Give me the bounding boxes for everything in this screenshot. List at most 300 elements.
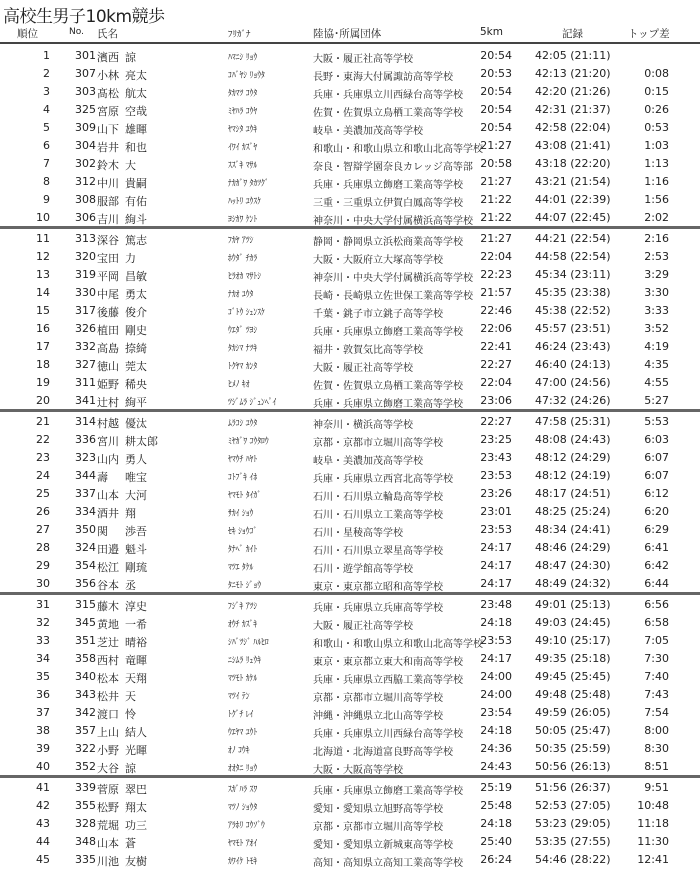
furigana: ｳｴﾀﾞ ﾂﾖｼ bbox=[228, 326, 258, 336]
furigana: ﾏﾂｲ ﾃﾝ bbox=[228, 692, 250, 702]
gap-to-top: 6:07 bbox=[644, 469, 669, 482]
bib-number: 326 bbox=[75, 322, 96, 335]
split-5km: 23:54 bbox=[480, 706, 512, 719]
family-name: 松本 bbox=[97, 672, 119, 685]
rank-cell: 38 bbox=[36, 724, 50, 737]
record: 44:07 (22:45) bbox=[535, 211, 611, 224]
furigana: ｶﾜｲｹ ﾄﾓｷ bbox=[228, 857, 258, 867]
furigana: ｼﾊﾞﾂｼﾞ ﾊﾙﾋﾛ bbox=[228, 638, 269, 648]
record: 42:20 (21:26) bbox=[535, 85, 611, 98]
family-name: 山本 bbox=[97, 489, 119, 502]
furigana: ｽｶﾞﾊﾗ ｽﾜ bbox=[228, 785, 258, 795]
given-name: 大河 bbox=[125, 489, 147, 502]
bib-number: 341 bbox=[75, 394, 96, 407]
family-name: 壽 bbox=[97, 471, 108, 484]
family-name: 中尾 bbox=[97, 288, 119, 301]
rank-cell: 12 bbox=[36, 250, 50, 263]
table-row bbox=[0, 520, 700, 538]
furigana: ﾄｸﾔﾏ ｶﾝﾀ bbox=[228, 362, 258, 372]
gap-to-top: 3:33 bbox=[644, 304, 669, 317]
furigana: ﾅｶｶﾞﾜ ﾀｶﾂｸﾞ bbox=[228, 179, 269, 189]
family-name: 吉川 bbox=[97, 213, 119, 226]
given-name: 翔太 bbox=[125, 801, 147, 814]
given-name: 友樹 bbox=[125, 855, 147, 868]
split-5km: 21:22 bbox=[480, 193, 512, 206]
rank-cell: 37 bbox=[36, 706, 50, 719]
furigana: ﾔﾏｳﾁ ﾊﾔﾄ bbox=[228, 455, 258, 465]
table-row bbox=[0, 430, 700, 448]
gap-to-top: 6:12 bbox=[644, 487, 669, 500]
split-5km: 23:01 bbox=[480, 505, 512, 518]
given-name: 天 bbox=[125, 690, 136, 703]
bib-number: 325 bbox=[75, 103, 96, 116]
rank-cell: 35 bbox=[36, 670, 50, 683]
given-name: 昌敏 bbox=[125, 270, 147, 283]
gap-to-top: 6:56 bbox=[644, 598, 669, 611]
split-5km: 21:27 bbox=[480, 139, 512, 152]
family-name: 西村 bbox=[97, 654, 119, 667]
family-name: 岩井 bbox=[97, 141, 119, 154]
given-name: 稀央 bbox=[125, 378, 147, 391]
furigana: ｵﾉ ｺｳｷ bbox=[228, 746, 250, 756]
table-row bbox=[0, 154, 700, 172]
team-name: 佐賀・佐賀県立鳥栖工業高等学校 bbox=[313, 381, 463, 392]
gap-to-top: 12:41 bbox=[637, 853, 669, 866]
split-5km: 26:24 bbox=[480, 853, 512, 866]
table-row bbox=[0, 556, 700, 574]
given-name: 耕太郎 bbox=[125, 435, 158, 448]
rank-cell: 30 bbox=[36, 577, 50, 590]
bib-number: 330 bbox=[75, 286, 96, 299]
record: 42:13 (21:20) bbox=[535, 67, 611, 80]
given-name: 天翔 bbox=[125, 672, 147, 685]
row-group bbox=[0, 229, 700, 412]
table-row bbox=[0, 538, 700, 556]
bib-number: 342 bbox=[75, 706, 96, 719]
family-name: 村越 bbox=[97, 417, 119, 430]
record: 49:48 (25:48) bbox=[535, 688, 611, 701]
given-name: 翠巴 bbox=[125, 783, 147, 796]
record: 49:35 (25:18) bbox=[535, 652, 611, 665]
gap-to-top: 6:29 bbox=[644, 523, 669, 536]
given-name: 魁斗 bbox=[125, 543, 147, 556]
team-name: 兵庫・兵庫県立飾磨工業高等学校 bbox=[313, 399, 463, 410]
given-name: 絢斗 bbox=[125, 213, 147, 226]
given-name: 淳史 bbox=[125, 600, 147, 613]
bib-number: 344 bbox=[75, 469, 96, 482]
family-name: 上山 bbox=[97, 726, 119, 739]
given-name: 功三 bbox=[125, 819, 147, 832]
header-kana: ﾌﾘｶﾞﾅ bbox=[228, 30, 251, 40]
table-row bbox=[0, 46, 700, 64]
team-name: 兵庫・兵庫県立西脇工業高等学校 bbox=[313, 675, 463, 686]
given-name: 篤志 bbox=[125, 234, 147, 247]
team-name: 兵庫・兵庫県立飾磨工業高等学校 bbox=[313, 327, 463, 338]
given-name: 蒼 bbox=[125, 837, 136, 850]
record: 45:57 (23:51) bbox=[535, 322, 611, 335]
header-org: 陸協･所属団体 bbox=[313, 28, 382, 40]
split-5km: 22:04 bbox=[480, 250, 512, 263]
record: 49:10 (25:17) bbox=[535, 634, 611, 647]
team-name: 大阪・大阪府立大塚高等学校 bbox=[313, 255, 443, 266]
table-row bbox=[0, 391, 700, 409]
given-name: 諒 bbox=[125, 762, 136, 775]
header-no: No. bbox=[69, 27, 84, 37]
team-name: 神奈川・横浜高等学校 bbox=[313, 420, 413, 431]
split-5km: 20:58 bbox=[480, 157, 512, 170]
gap-to-top: 1:03 bbox=[644, 139, 669, 152]
team-name: 和歌山・和歌山県立和歌山北高等学校 bbox=[313, 639, 483, 650]
rank-cell: 24 bbox=[36, 469, 50, 482]
split-5km: 20:53 bbox=[480, 67, 512, 80]
table-row bbox=[0, 448, 700, 466]
team-name: 大阪・履正社高等学校 bbox=[313, 54, 413, 65]
record: 45:34 (23:11) bbox=[535, 268, 611, 281]
bib-number: 348 bbox=[75, 835, 96, 848]
table-row bbox=[0, 757, 700, 775]
rank-cell: 32 bbox=[36, 616, 50, 629]
bib-number: 324 bbox=[75, 541, 96, 554]
furigana: ｽｽﾞｷ ﾏｻﾙ bbox=[228, 161, 258, 171]
table-row bbox=[0, 64, 700, 82]
record: 48:17 (24:51) bbox=[535, 487, 611, 500]
given-name: 一希 bbox=[125, 618, 147, 631]
given-name: 航太 bbox=[125, 87, 147, 100]
gap-to-top: 1:13 bbox=[644, 157, 669, 170]
gap-to-top: 3:30 bbox=[644, 286, 669, 299]
table-row bbox=[0, 484, 700, 502]
rank-cell: 31 bbox=[36, 598, 50, 611]
team-name: 兵庫・兵庫県立川西緑台高等学校 bbox=[313, 90, 463, 101]
record: 43:18 (22:20) bbox=[535, 157, 611, 170]
team-name: 静岡・静岡県立浜松商業高等学校 bbox=[313, 237, 463, 248]
page-title: 高校生男子10km競歩 bbox=[3, 7, 165, 27]
split-5km: 20:54 bbox=[480, 49, 512, 62]
table-row bbox=[0, 502, 700, 520]
furigana: ｻｶｲ ｼｮｳ bbox=[228, 509, 254, 519]
team-name: 石川・石川県立輪島高等学校 bbox=[313, 492, 443, 503]
furigana: ﾊﾏﾆｼ ﾘｮｳ bbox=[228, 53, 258, 63]
record: 54:46 (28:22) bbox=[535, 853, 611, 866]
record: 42:58 (22:04) bbox=[535, 121, 611, 134]
furigana: ｳｴﾔﾏ ﾕｳﾄ bbox=[228, 728, 258, 738]
results-table bbox=[0, 46, 700, 868]
bib-number: 335 bbox=[75, 853, 96, 866]
split-5km: 21:22 bbox=[480, 211, 512, 224]
record: 49:01 (25:13) bbox=[535, 598, 611, 611]
split-5km: 22:27 bbox=[480, 415, 512, 428]
record: 49:03 (24:45) bbox=[535, 616, 611, 629]
family-name: 荒堀 bbox=[97, 819, 119, 832]
bib-number: 354 bbox=[75, 559, 96, 572]
table-row bbox=[0, 355, 700, 373]
header-record: 記録 bbox=[562, 28, 583, 40]
gap-to-top: 0:15 bbox=[644, 85, 669, 98]
split-5km: 23:53 bbox=[480, 469, 512, 482]
gap-to-top: 3:29 bbox=[644, 268, 669, 281]
rank-cell: 2 bbox=[43, 67, 50, 80]
record: 45:38 (22:52) bbox=[535, 304, 611, 317]
bib-number: 352 bbox=[75, 760, 96, 773]
furigana: ﾄｸﾞﾁ ﾚｲ bbox=[228, 710, 254, 720]
team-name: 兵庫・兵庫県立飾磨工業高等学校 bbox=[313, 180, 463, 191]
team-name: 三重・三重県立伊賀白鳳高等学校 bbox=[313, 198, 463, 209]
family-name: 山内 bbox=[97, 453, 119, 466]
team-name: 大阪・履正社高等学校 bbox=[313, 621, 413, 632]
split-5km: 22:41 bbox=[480, 340, 512, 353]
gap-to-top: 5:53 bbox=[644, 415, 669, 428]
team-name: 岐阜・美濃加茂高等学校 bbox=[313, 456, 423, 467]
split-5km: 25:48 bbox=[480, 799, 512, 812]
split-5km: 24:17 bbox=[480, 541, 512, 554]
rank-cell: 6 bbox=[43, 139, 50, 152]
rank-cell: 34 bbox=[36, 652, 50, 665]
table-row bbox=[0, 82, 700, 100]
record: 48:49 (24:32) bbox=[535, 577, 611, 590]
table-row bbox=[0, 667, 700, 685]
family-name: 松野 bbox=[97, 801, 119, 814]
team-name: 東京・東京都立東大和南高等学校 bbox=[313, 657, 463, 668]
rank-cell: 26 bbox=[36, 505, 50, 518]
given-name: 力 bbox=[125, 252, 136, 265]
table-row bbox=[0, 574, 700, 592]
table-row bbox=[0, 796, 700, 814]
bib-number: 350 bbox=[75, 523, 96, 536]
rank-cell: 10 bbox=[36, 211, 50, 224]
table-header bbox=[0, 24, 700, 41]
team-name: 愛知・愛知県立旭野高等学校 bbox=[313, 804, 443, 815]
header-split: 5km bbox=[480, 26, 503, 38]
gap-to-top: 7:05 bbox=[644, 634, 669, 647]
family-name: 植田 bbox=[97, 324, 119, 337]
team-name: 千葉・銚子市立銚子高等学校 bbox=[313, 309, 443, 320]
family-name: 酒井 bbox=[97, 507, 119, 520]
rank-cell: 7 bbox=[43, 157, 50, 170]
bib-number: 323 bbox=[75, 451, 96, 464]
bib-number: 355 bbox=[75, 799, 96, 812]
family-name: 徳山 bbox=[97, 360, 119, 373]
given-name: 渉吾 bbox=[125, 525, 147, 538]
family-name: 服部 bbox=[97, 195, 119, 208]
bib-number: 332 bbox=[75, 340, 96, 353]
record: 52:53 (27:05) bbox=[535, 799, 611, 812]
gap-to-top: 7:30 bbox=[644, 652, 669, 665]
furigana: ﾔﾏﾓﾄ ﾀｲｶﾞ bbox=[228, 491, 262, 501]
given-name: 空哉 bbox=[125, 105, 147, 118]
given-name: 優汰 bbox=[125, 417, 147, 430]
given-name: 勇太 bbox=[125, 288, 147, 301]
table-row bbox=[0, 850, 700, 868]
bib-number: 322 bbox=[75, 742, 96, 755]
rank-cell: 23 bbox=[36, 451, 50, 464]
rank-cell: 8 bbox=[43, 175, 50, 188]
record: 53:35 (27:55) bbox=[535, 835, 611, 848]
family-name: 山下 bbox=[97, 123, 119, 136]
gap-to-top: 6:20 bbox=[644, 505, 669, 518]
furigana: ﾐﾔｶﾞﾜ ｺｳﾀﾛｳ bbox=[228, 437, 269, 447]
furigana: ﾋﾗｵｶ ﾏｻﾄｼ bbox=[228, 272, 262, 282]
given-name: 雄暉 bbox=[125, 123, 147, 136]
gap-to-top: 6:41 bbox=[644, 541, 669, 554]
furigana: ﾋﾒﾉ ｷｵ bbox=[228, 380, 250, 390]
table-row bbox=[0, 649, 700, 667]
header-rank: 順位 bbox=[17, 28, 38, 40]
split-5km: 24:00 bbox=[480, 688, 512, 701]
team-name: 福井・敦賀気比高等学校 bbox=[313, 345, 423, 356]
family-name: 関 bbox=[97, 525, 108, 538]
table-row bbox=[0, 739, 700, 757]
record: 43:21 (21:54) bbox=[535, 175, 611, 188]
team-name: 京都・京都市立堀川高等学校 bbox=[313, 438, 443, 449]
split-5km: 24:18 bbox=[480, 724, 512, 737]
furigana: ｵｵﾀﾆ ﾘｮｳ bbox=[228, 764, 258, 774]
rank-cell: 33 bbox=[36, 634, 50, 647]
team-name: 大阪・履正社高等学校 bbox=[313, 363, 413, 374]
bib-number: 311 bbox=[75, 376, 96, 389]
record: 48:46 (24:29) bbox=[535, 541, 611, 554]
bib-number: 334 bbox=[75, 505, 96, 518]
given-name: 唯宝 bbox=[125, 471, 147, 484]
table-row bbox=[0, 136, 700, 154]
gap-to-top: 2:53 bbox=[644, 250, 669, 263]
given-name: 捺綺 bbox=[125, 342, 147, 355]
gap-to-top: 0:53 bbox=[644, 121, 669, 134]
table-row bbox=[0, 247, 700, 265]
given-name: 俊介 bbox=[125, 306, 147, 319]
given-name: 莞太 bbox=[125, 360, 147, 373]
split-5km: 22:46 bbox=[480, 304, 512, 317]
bib-number: 319 bbox=[75, 268, 96, 281]
bib-number: 304 bbox=[75, 139, 96, 152]
gap-to-top: 0:26 bbox=[644, 103, 669, 116]
record: 43:08 (21:41) bbox=[535, 139, 611, 152]
family-name: 渡口 bbox=[97, 708, 119, 721]
team-name: 北海道・北海道富良野高等学校 bbox=[313, 747, 453, 758]
rank-cell: 11 bbox=[36, 232, 50, 245]
gap-to-top: 6:03 bbox=[644, 433, 669, 446]
record: 48:25 (25:24) bbox=[535, 505, 611, 518]
table-row bbox=[0, 721, 700, 739]
bib-number: 328 bbox=[75, 817, 96, 830]
gap-to-top: 3:52 bbox=[644, 322, 669, 335]
record: 44:01 (22:39) bbox=[535, 193, 611, 206]
header-name: 氏名 bbox=[97, 28, 118, 40]
gap-to-top: 4:19 bbox=[644, 340, 669, 353]
split-5km: 22:06 bbox=[480, 322, 512, 335]
split-5km: 21:57 bbox=[480, 286, 512, 299]
family-name: 高島 bbox=[97, 342, 119, 355]
gap-to-top: 2:16 bbox=[644, 232, 669, 245]
furigana: ﾂｼﾞﾑﾗ ｼﾞｭﾝﾍﾟｲ bbox=[228, 398, 277, 408]
bib-number: 320 bbox=[75, 250, 96, 263]
record: 44:21 (22:54) bbox=[535, 232, 611, 245]
furigana: ﾊｯﾄﾘ ﾕｳｽｹ bbox=[228, 197, 262, 207]
rank-cell: 22 bbox=[36, 433, 50, 446]
split-5km: 24:18 bbox=[480, 616, 512, 629]
family-name: 宮原 bbox=[97, 105, 119, 118]
bib-number: 307 bbox=[75, 67, 96, 80]
team-name: 京都・京都市立堀川高等学校 bbox=[313, 693, 443, 704]
split-5km: 23:48 bbox=[480, 598, 512, 611]
family-name: 菅原 bbox=[97, 783, 119, 796]
family-name: 山本 bbox=[97, 837, 119, 850]
team-name: 長野・東海大付属諏訪高等学校 bbox=[313, 72, 453, 83]
bib-number: 314 bbox=[75, 415, 96, 428]
split-5km: 23:06 bbox=[480, 394, 512, 407]
record: 48:47 (24:30) bbox=[535, 559, 611, 572]
furigana: ﾔﾏｼﾀ ﾕｳｷ bbox=[228, 125, 258, 135]
rank-cell: 16 bbox=[36, 322, 50, 335]
bib-number: 340 bbox=[75, 670, 96, 683]
split-5km: 22:04 bbox=[480, 376, 512, 389]
furigana: ﾑﾗｺｼ ﾕｳﾀ bbox=[228, 419, 258, 429]
bib-number: 313 bbox=[75, 232, 96, 245]
split-5km: 25:19 bbox=[480, 781, 512, 794]
record: 47:00 (24:56) bbox=[535, 376, 611, 389]
split-5km: 25:40 bbox=[480, 835, 512, 848]
team-name: 愛知・愛知県立新城東高等学校 bbox=[313, 840, 453, 851]
table-row bbox=[0, 190, 700, 208]
table-row bbox=[0, 631, 700, 649]
furigana: ｱﾗﾎﾘ ｺｳｿﾞｳ bbox=[228, 821, 265, 831]
bib-number: 336 bbox=[75, 433, 96, 446]
furigana: ﾔﾏﾓﾄ ｱｵｲ bbox=[228, 839, 258, 849]
table-row bbox=[0, 685, 700, 703]
furigana: ﾐﾔﾊﾗ ｺｳﾔ bbox=[228, 107, 258, 117]
family-name: 藤木 bbox=[97, 600, 119, 613]
rank-cell: 19 bbox=[36, 376, 50, 389]
table-row bbox=[0, 832, 700, 850]
table-row bbox=[0, 412, 700, 430]
furigana: ﾀﾅﾍﾞ ｶｲﾄ bbox=[228, 545, 258, 555]
record: 42:05 (21:11) bbox=[535, 49, 611, 62]
bib-number: 309 bbox=[75, 121, 96, 134]
given-name: 絢平 bbox=[125, 396, 147, 409]
family-name: 宮川 bbox=[97, 435, 119, 448]
rank-cell: 20 bbox=[36, 394, 50, 407]
team-name: 奈良・智辯学園奈良カレッジ高等部 bbox=[313, 162, 473, 173]
split-5km: 20:54 bbox=[480, 121, 512, 134]
rank-cell: 14 bbox=[36, 286, 50, 299]
given-name: 怜 bbox=[125, 708, 136, 721]
table-row bbox=[0, 172, 700, 190]
row-group bbox=[0, 595, 700, 778]
bib-number: 339 bbox=[75, 781, 96, 794]
gap-to-top: 4:55 bbox=[644, 376, 669, 389]
table-row bbox=[0, 265, 700, 283]
rank-cell: 41 bbox=[36, 781, 50, 794]
table-row bbox=[0, 703, 700, 721]
team-name: 神奈川・中央大学付属横浜高等学校 bbox=[313, 216, 473, 227]
team-name: 石川・星稜高等学校 bbox=[313, 528, 403, 539]
rank-cell: 45 bbox=[36, 853, 50, 866]
furigana: ﾌｼﾞｷ ｱﾂｼ bbox=[228, 602, 258, 612]
team-name: 東京・東京都立昭和高等学校 bbox=[313, 582, 443, 593]
gap-to-top: 7:43 bbox=[644, 688, 669, 701]
table-row bbox=[0, 208, 700, 226]
table-row bbox=[0, 814, 700, 832]
gap-to-top: 6:42 bbox=[644, 559, 669, 572]
record: 45:35 (23:38) bbox=[535, 286, 611, 299]
family-name: 鈴木 bbox=[97, 159, 119, 172]
gap-to-top: 1:56 bbox=[644, 193, 669, 206]
family-name: 小野 bbox=[97, 744, 119, 757]
rank-cell: 29 bbox=[36, 559, 50, 572]
gap-to-top: 5:27 bbox=[644, 394, 669, 407]
gap-to-top: 8:00 bbox=[644, 724, 669, 737]
split-5km: 23:25 bbox=[480, 433, 512, 446]
record: 48:34 (24:41) bbox=[535, 523, 611, 536]
